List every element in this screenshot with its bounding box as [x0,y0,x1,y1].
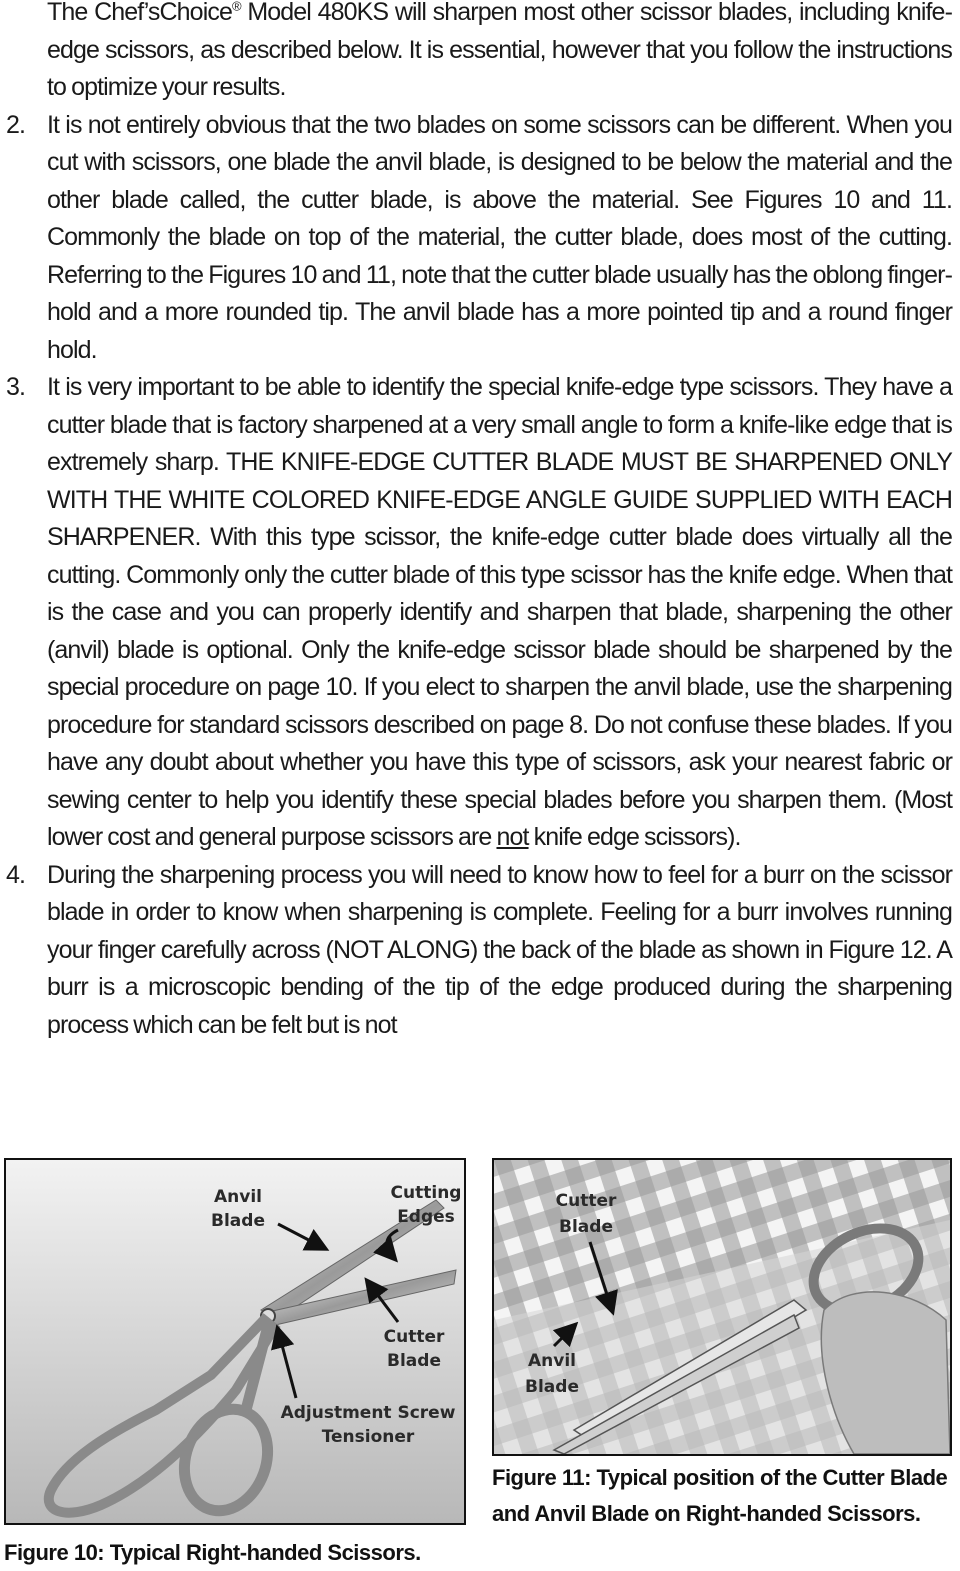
list-item-2 [0,107,960,370]
label-cutter-blade-2: Blade [387,1351,441,1371]
list-number: 3. [6,373,26,401]
list-item-text: It is not entirely obvious that the two blades on some scissors can be different. When you cut with scissors, one blade the anvil blade, is designed to be below the material and the other blade called, the cutter blade, is above the material. See Figures 10 and 11. Commonly the blade on top of the material, the cutter blade, does most of the cutting. Referring to the Figures 10 and 11, note that the cutter blade usually has the oblong finger-hold and a more rounded tip. The anvil blade has a more pointed tip and a round finger hold. [47,110,952,364]
scissors-illustration [6,1160,464,1523]
label-cutting-edges-2: Edges [397,1207,455,1227]
intro-text-start: The Chef’sChoice [47,0,232,26]
figure-10-caption: Figure 10: Typical Right-handed Scissors. [4,1540,421,1565]
label-adjustment-screw: Adjustment Screw [280,1403,456,1423]
list-number: 4. [6,860,26,889]
label-cutter-blade: Cutter [555,1191,617,1211]
figure-11-cutting-photo [492,1158,952,1456]
label-anvil-blade: Anvil [214,1187,262,1207]
label-cutter-blade-2: Blade [559,1217,613,1237]
label-anvil-blade: Anvil [528,1351,576,1371]
list-item-3 [0,369,960,857]
list-item-text: It is very important to be able to identify the special knife-edge type scissors. They have a cutter blade that is factory sharpened at a very small angle to form a knife-like edge that is extremely sharp. THE KNIFE-EDGE CUTTER BLADE MUST BE SHARPENED ONLY WITH THE WHITE COLORED KNIFE-EDGE ANGLE GUIDE SUPPLIED WITH EACH SHARPENER. With this type scissor, the knife-edge cutter blade does virtually all the cutting. Commonly only the cutter blade of this type scissor has the knife edge. When that is the case and you can properly identify and sharpen that blade, sharpening the other (anvil) blade is optional. Only the knife-edge scissor blade should be sharpened by the special procedure on page 10. If you elect to sharpen the anvil blade, use the sharpening procedure for standard scissors described on page 8. Do not confuse these blades. If you have any doubt about whether you have this type of scissors, ask your nearest fabric or sewing center to help you identify these special blades before you sharpen them. (Most lower cost and general purpose scissors are [47,373,952,851]
list-item-text-end: knife edge scissors). [528,823,741,851]
registered-mark: ® [231,0,241,14]
list-item-4 [0,857,960,1045]
cutting-illustration [494,1160,950,1454]
intro-paragraph [0,0,960,107]
list-item-text: During the sharpening process you will need to know how to feel for a burr on the scissor blade in order to know when sharpening is complete. Feeling for a burr involves running your finger carefully across (NOT ALONG) the back of the blade as shown in Figure 12. A burr is a microscopic bending of the tip of the edge produced during the sharpening process which can be felt but is not [47,860,952,1039]
figure-11-caption: Figure 11: Typical position of the Cutter Blade and Anvil Blade on Right-handed Scissors. [492,1465,948,1526]
label-cutting-edges: Cutting [390,1183,462,1203]
label-anvil-blade-2: Blade [211,1211,265,1231]
label-cutter-blade: Cutter [383,1327,445,1347]
label-anvil-blade-2: Blade [525,1377,579,1397]
figure-10-scissors-photo [4,1158,466,1525]
list-number: 2. [6,110,26,139]
label-tensioner: Tensioner [321,1427,415,1447]
underlined-word: not [496,823,529,851]
intro-text-rest: Model 480KS will sharpen most other scissor blades, including knife-edge scissors, as described below. It is essential, however that you follow the instructions to optimize your results. [47,0,952,101]
